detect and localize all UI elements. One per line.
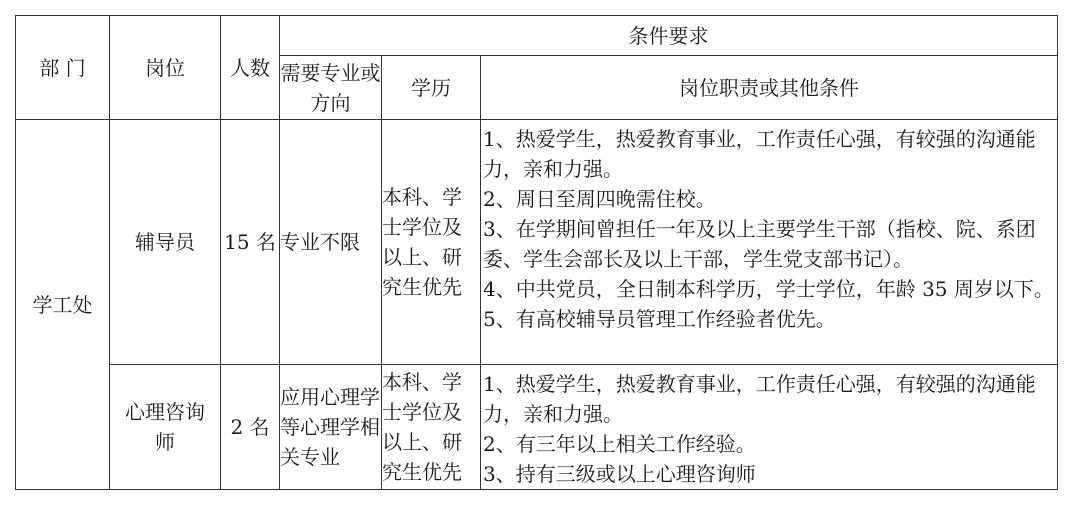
cell-count-counselor: 15 名	[221, 120, 280, 365]
cell-duties-psychologist	[481, 365, 1058, 490]
header-duties: 岗位职责或其他条件	[481, 56, 1058, 120]
cell-department: 学工处	[16, 120, 110, 490]
recruitment-table	[15, 15, 1058, 490]
header-position: 岗位	[110, 16, 221, 120]
duty-item: 4、中共党员，全日制本科学历，学士学位，年龄 35 周岁以下。	[483, 277, 1054, 301]
duty-item: 1、热爱学生，热爱教育事业，工作责任心强，有较强的沟通能力，亲和力强。	[483, 127, 1036, 181]
cell-education-psychologist: 本科、学士学位及以上、研究生优先	[382, 365, 481, 490]
cell-position-counselor: 辅导员	[110, 120, 221, 365]
duty-item: 2、有三年以上相关工作经验。	[483, 432, 756, 456]
header-department: 部 门	[16, 16, 110, 120]
duties-list	[481, 365, 1057, 489]
header-education: 学历	[382, 56, 481, 120]
cell-count-psychologist: 2 名	[221, 365, 280, 490]
duties-list	[481, 120, 1057, 334]
cell-major-counselor: 专业不限	[280, 120, 382, 365]
duty-item: 3、在学期间曾担任一年及以上主要学生干部（指校、院、系团委、学生会部长及以上干部，学生党支部书记）。	[483, 217, 1036, 271]
header-conditions: 条件要求	[280, 16, 1058, 56]
header-count: 人数	[221, 16, 280, 120]
cell-duties-counselor	[481, 120, 1058, 365]
cell-major-psychologist: 应用心理学等心理学相关专业	[280, 365, 382, 490]
duty-item: 1、热爱学生，热爱教育事业，工作责任心强，有较强的沟通能力，亲和力强。	[483, 372, 1036, 426]
duty-item: 3、持有三级或以上心理咨询师	[483, 462, 756, 486]
cell-position-psychologist: 心理咨询师	[110, 365, 221, 490]
duty-item: 5、有高校辅导员管理工作经验者优先。	[483, 307, 836, 331]
cell-education-counselor: 本科、学士学位及以上、研究生优先	[382, 120, 481, 365]
duty-item: 2、周日至周四晚需住校。	[483, 187, 716, 211]
header-major: 需要专业或方向	[280, 56, 382, 120]
